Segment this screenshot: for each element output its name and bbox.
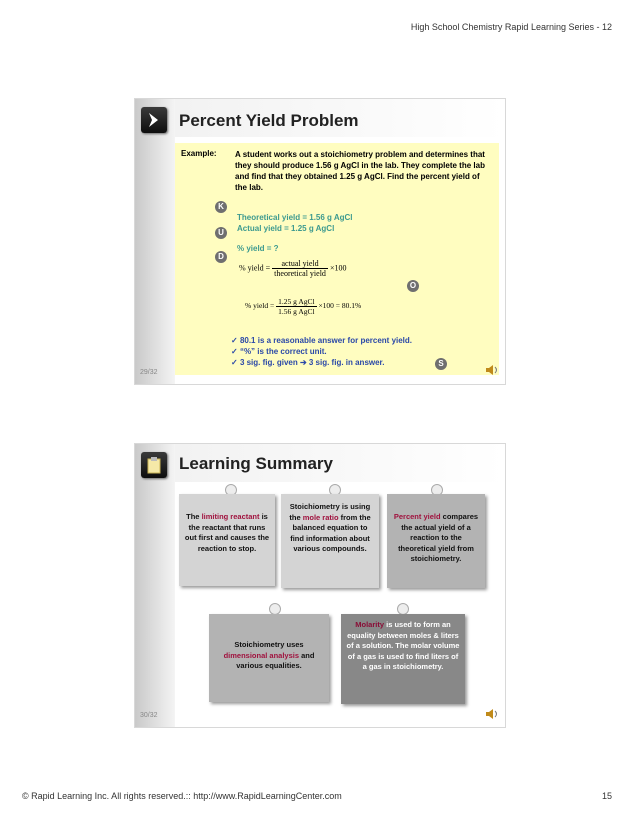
check-item: ✓ “%” is the correct unit. (231, 347, 327, 356)
eq1-numerator: actual yield (272, 259, 328, 269)
badge-u: U (215, 227, 227, 239)
badge-k: K (215, 201, 227, 213)
eq2-numerator: 1.25 g AgCl (278, 297, 315, 306)
eq1-lhs: % yield = (239, 263, 271, 273)
notepad-icon (141, 452, 167, 478)
note-percent-yield: Percent yield compares the actual yield of a reaction to the theoretical yield from stoichiometry. (387, 494, 485, 588)
page-footer: © Rapid Learning Inc. All rights reserved.:: http://www.RapidLearningCenter.com (22, 791, 342, 801)
slide-title: Percent Yield Problem (179, 111, 359, 130)
known-actual: Actual yield = 1.25 g AgCl (237, 224, 335, 233)
slide-sidebar (135, 444, 175, 727)
page-header: High School Chemistry Rapid Learning Series - 12 (410, 22, 612, 32)
slide-number: 29/32 (140, 369, 158, 376)
note-mole-ratio: Stoichiometry is using the mole ratio from the balanced equation to find information about various compounds. (281, 494, 379, 588)
check-icon: ✓ (231, 347, 240, 356)
slide-learning-summary (134, 443, 506, 728)
check-icon: ✓ (231, 336, 240, 345)
example-text: A student works out a stoichiometry problem and determines that they should produce 1.56 g AgCl in the lab. They complete the lab and find that they obtained 1.25 g AgCl. Find the percent yield of the lab. (235, 150, 485, 192)
check-icon: ✓ (231, 358, 240, 367)
eq1-rhs: ×100 (329, 263, 347, 273)
slide-percent-yield (134, 98, 506, 385)
slide-title: Learning Summary (179, 454, 333, 473)
check-item: ✓ 80.1 is a reasonable answer for percent yield. (231, 336, 413, 345)
eq2-lhs: % yield = (245, 301, 275, 311)
equation-solved (245, 297, 361, 316)
page-number: 15 (601, 791, 612, 801)
badge-o: O (407, 280, 419, 292)
eq2-denominator: 1.56 g AgCl (278, 307, 315, 316)
slide-number: 30/32 (140, 712, 158, 719)
note-dimensional-analysis: Stoichiometry uses dimensional analysis and various equalities. (209, 614, 329, 702)
unknown: % yield = ? (237, 244, 279, 253)
badge-d: D (215, 251, 227, 263)
known-theoretical: Theoretical yield = 1.56 g AgCl (237, 213, 353, 222)
example-label: Example: (181, 149, 217, 158)
equation-general (239, 259, 346, 278)
speaker-icon[interactable] (485, 364, 499, 376)
slide-sidebar (135, 99, 175, 384)
badge-s: S (435, 358, 447, 370)
note-limiting-reactant: The limiting reactant is the reactant that runs out first and causes the reaction to stop. (179, 494, 275, 586)
eq2-rhs: ×100 = 80.1% (318, 301, 362, 311)
next-arrow-icon (141, 107, 167, 133)
eq1-denominator: theoretical yield (274, 269, 326, 278)
speaker-icon[interactable] (485, 708, 499, 720)
note-molarity: Molarity is used to form an equality between moles & liters of a solution. The molar volume of a gas is used to find liters of a gas in stoichiometry. (341, 614, 465, 704)
check-item: ✓ 3 sig. fig. given ➔ 3 sig. fig. in answer. (231, 358, 385, 367)
